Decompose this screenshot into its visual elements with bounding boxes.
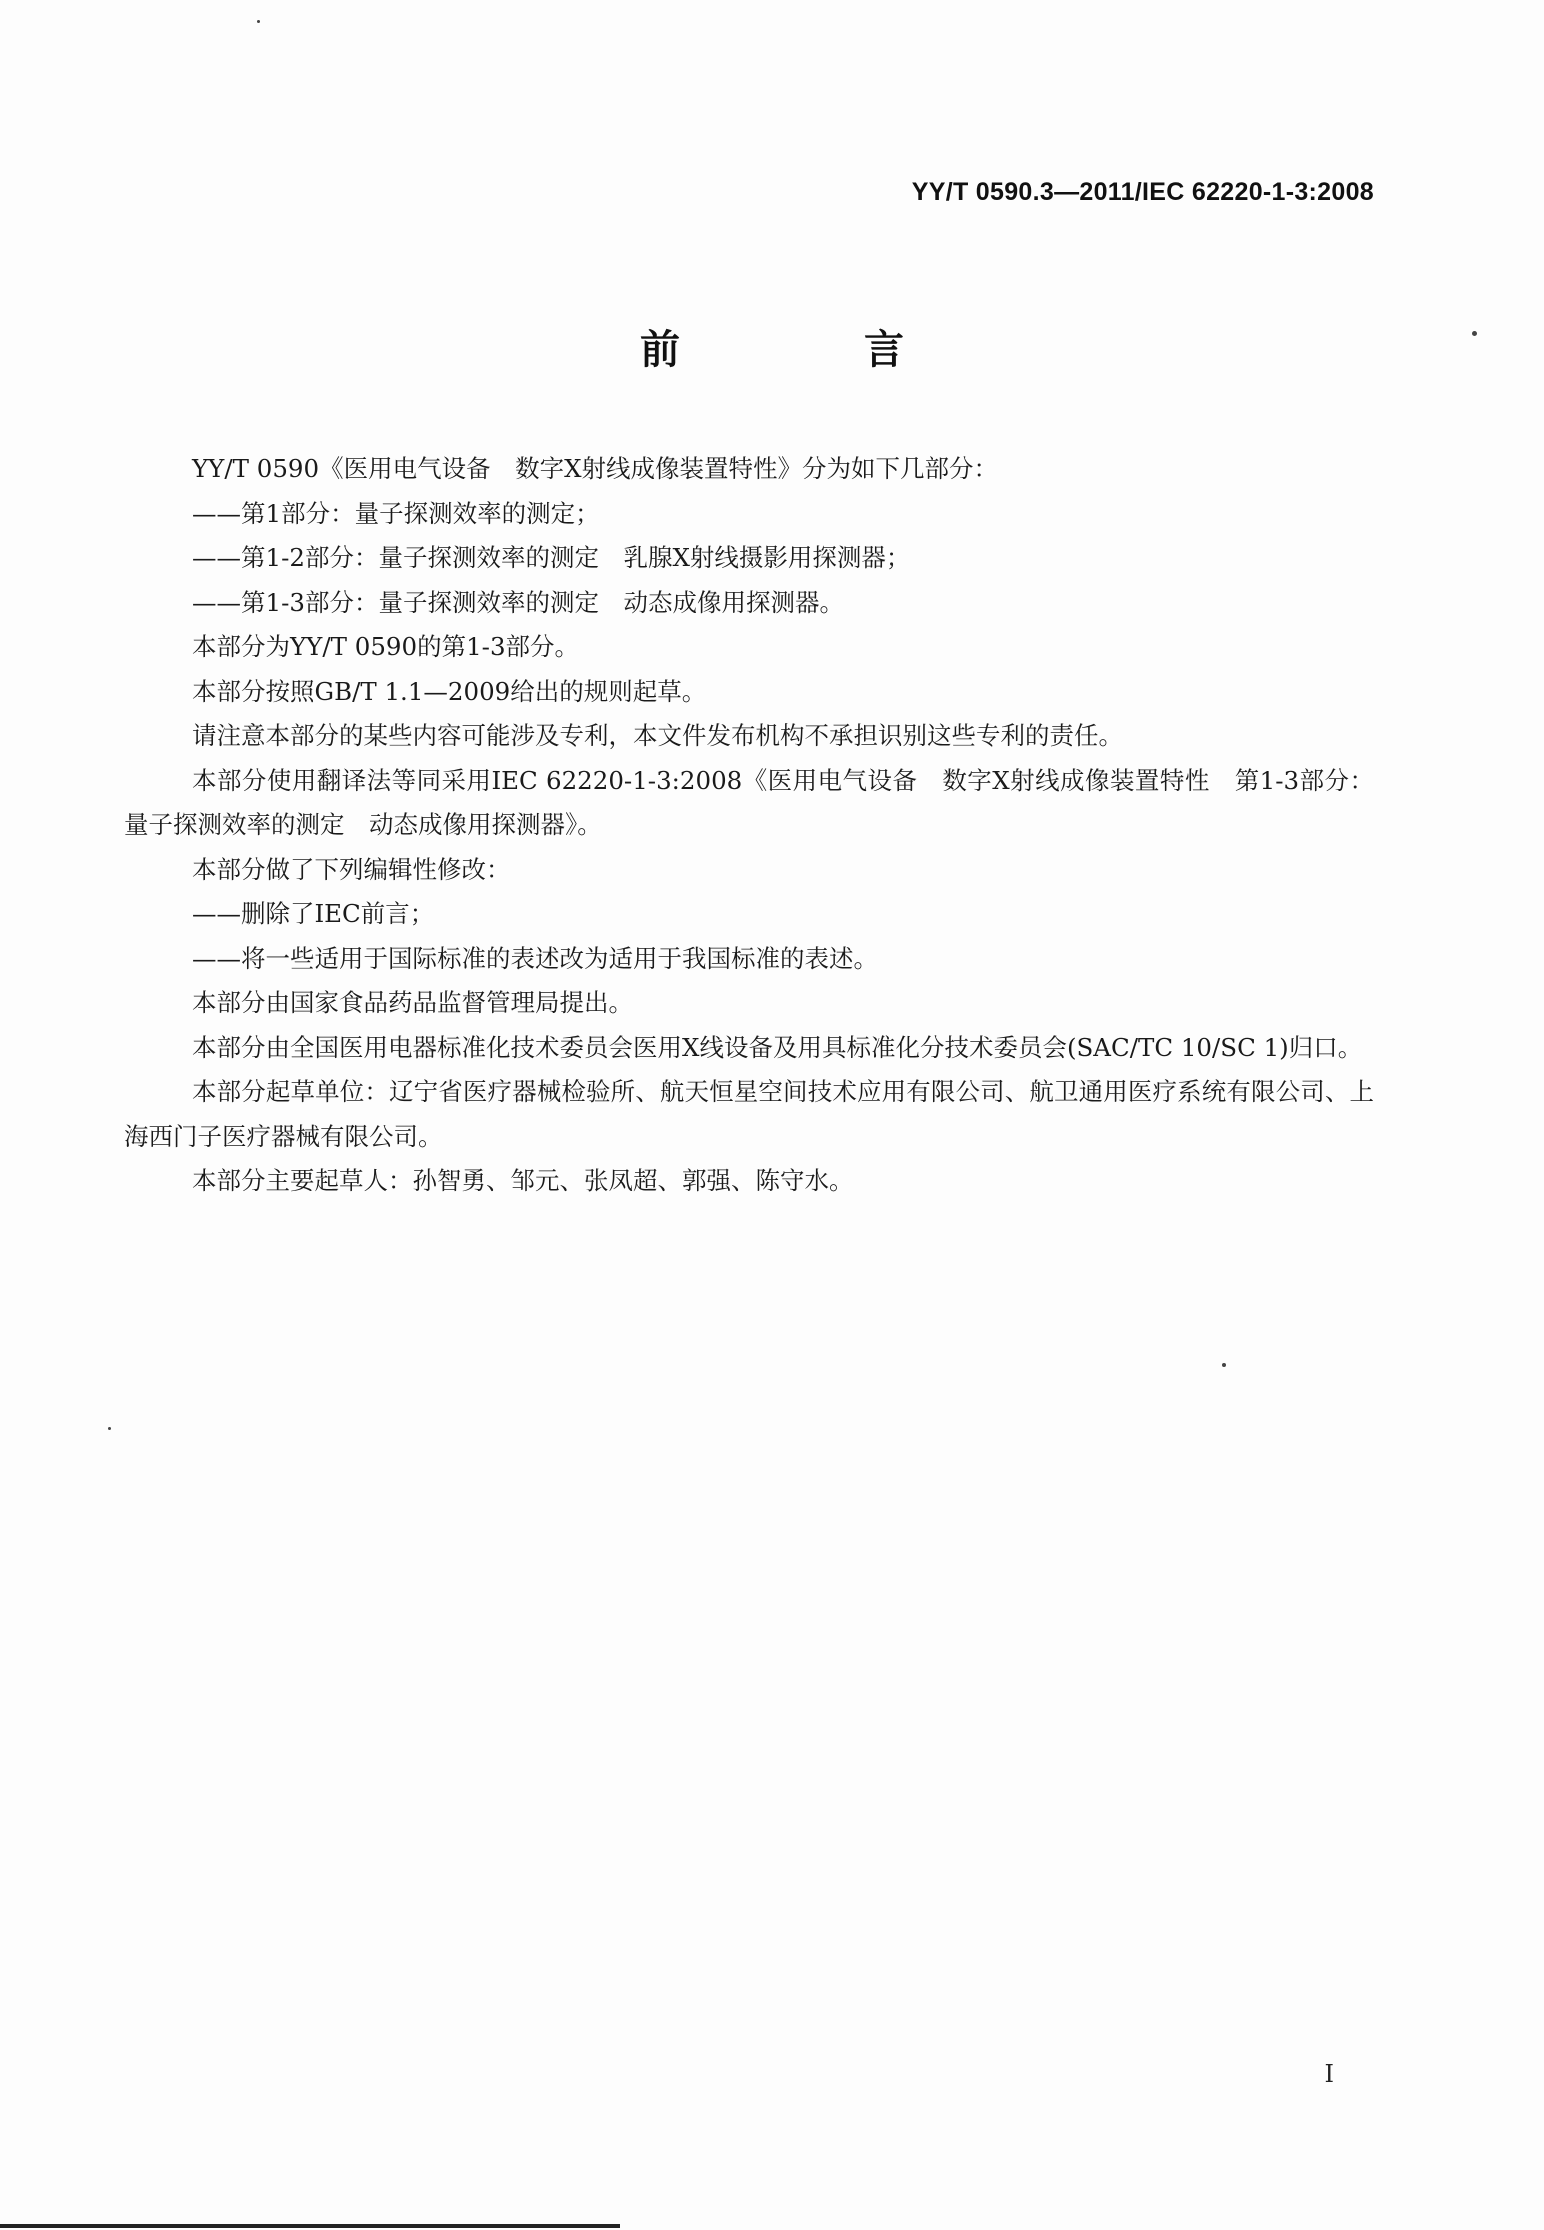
list-item-removed-foreword: ——删除了IEC前言； xyxy=(192,899,435,928)
paragraph-committee: 本部分由全国医用电器标准化技术委员会医用X线设备及用具标准化分技术委员会(SAC/TC 10/SC 1)归口。 xyxy=(192,1032,1363,1062)
paragraph-drafters: 本部分主要起草人：孙智勇、邹元、张凤超、郭强、陈守水。 xyxy=(192,1166,854,1195)
paragraph-drafting-rules: 本部分按照GB/T 1.1—2009给出的规则起草。 xyxy=(192,676,707,706)
paragraph-proposer: 本部分由国家食品药品监督管理局提出。 xyxy=(192,988,633,1017)
standard-code: YY/T 0590.3—2011/IEC 62220-1-3:2008 xyxy=(911,178,1374,206)
list-item-part-1-2: ——第1-2部分：量子探测效率的测定 乳腺X射线摄影用探测器； xyxy=(192,543,911,572)
paragraph-scope: 本部分为YY/T 0590的第1-3部分。 xyxy=(192,632,580,661)
paragraph-adoption: 本部分使用翻译法等同采用IEC 62220-1-3:2008《医用电气设备 数字X射线成像装置特性 第1-3部分：量子探测效率的测定 动态成像用探测器》。 xyxy=(124,765,1374,839)
scan-speck xyxy=(1222,1363,1226,1367)
list-item-part-1: ——第1部分：量子探测效率的测定； xyxy=(192,498,600,528)
paragraph-editorial-changes: 本部分做了下列编辑性修改： xyxy=(192,854,511,884)
list-item-part-1-3: ——第1-3部分：量子探测效率的测定 动态成像用探测器。 xyxy=(192,587,844,617)
list-item-expression-change: ——将一些适用于国际标准的表述改为适用于我国标准的表述。 xyxy=(192,943,878,973)
page-number: I xyxy=(1324,2060,1334,2088)
paragraph-patent-notice: 请注意本部分的某些内容可能涉及专利，本文件发布机构不承担识别这些专利的责任。 xyxy=(192,721,1123,750)
page-title: 前 言 xyxy=(640,327,976,373)
paragraph-intro: YY/T 0590《医用电气设备 数字X射线成像装置特性》分为如下几部分： xyxy=(192,454,999,483)
scan-speck xyxy=(108,1427,111,1430)
scan-speck xyxy=(1472,331,1477,336)
scan-edge-rule xyxy=(0,2224,620,2228)
scan-speck xyxy=(257,20,260,23)
foreword-body xyxy=(124,447,1374,1204)
paragraph-drafting-units: 本部分起草单位：辽宁省医疗器械检验所、航天恒星空间技术应用有限公司、航卫通用医疗系统有限公司、上海西门子医疗器械有限公司。 xyxy=(124,1077,1374,1151)
